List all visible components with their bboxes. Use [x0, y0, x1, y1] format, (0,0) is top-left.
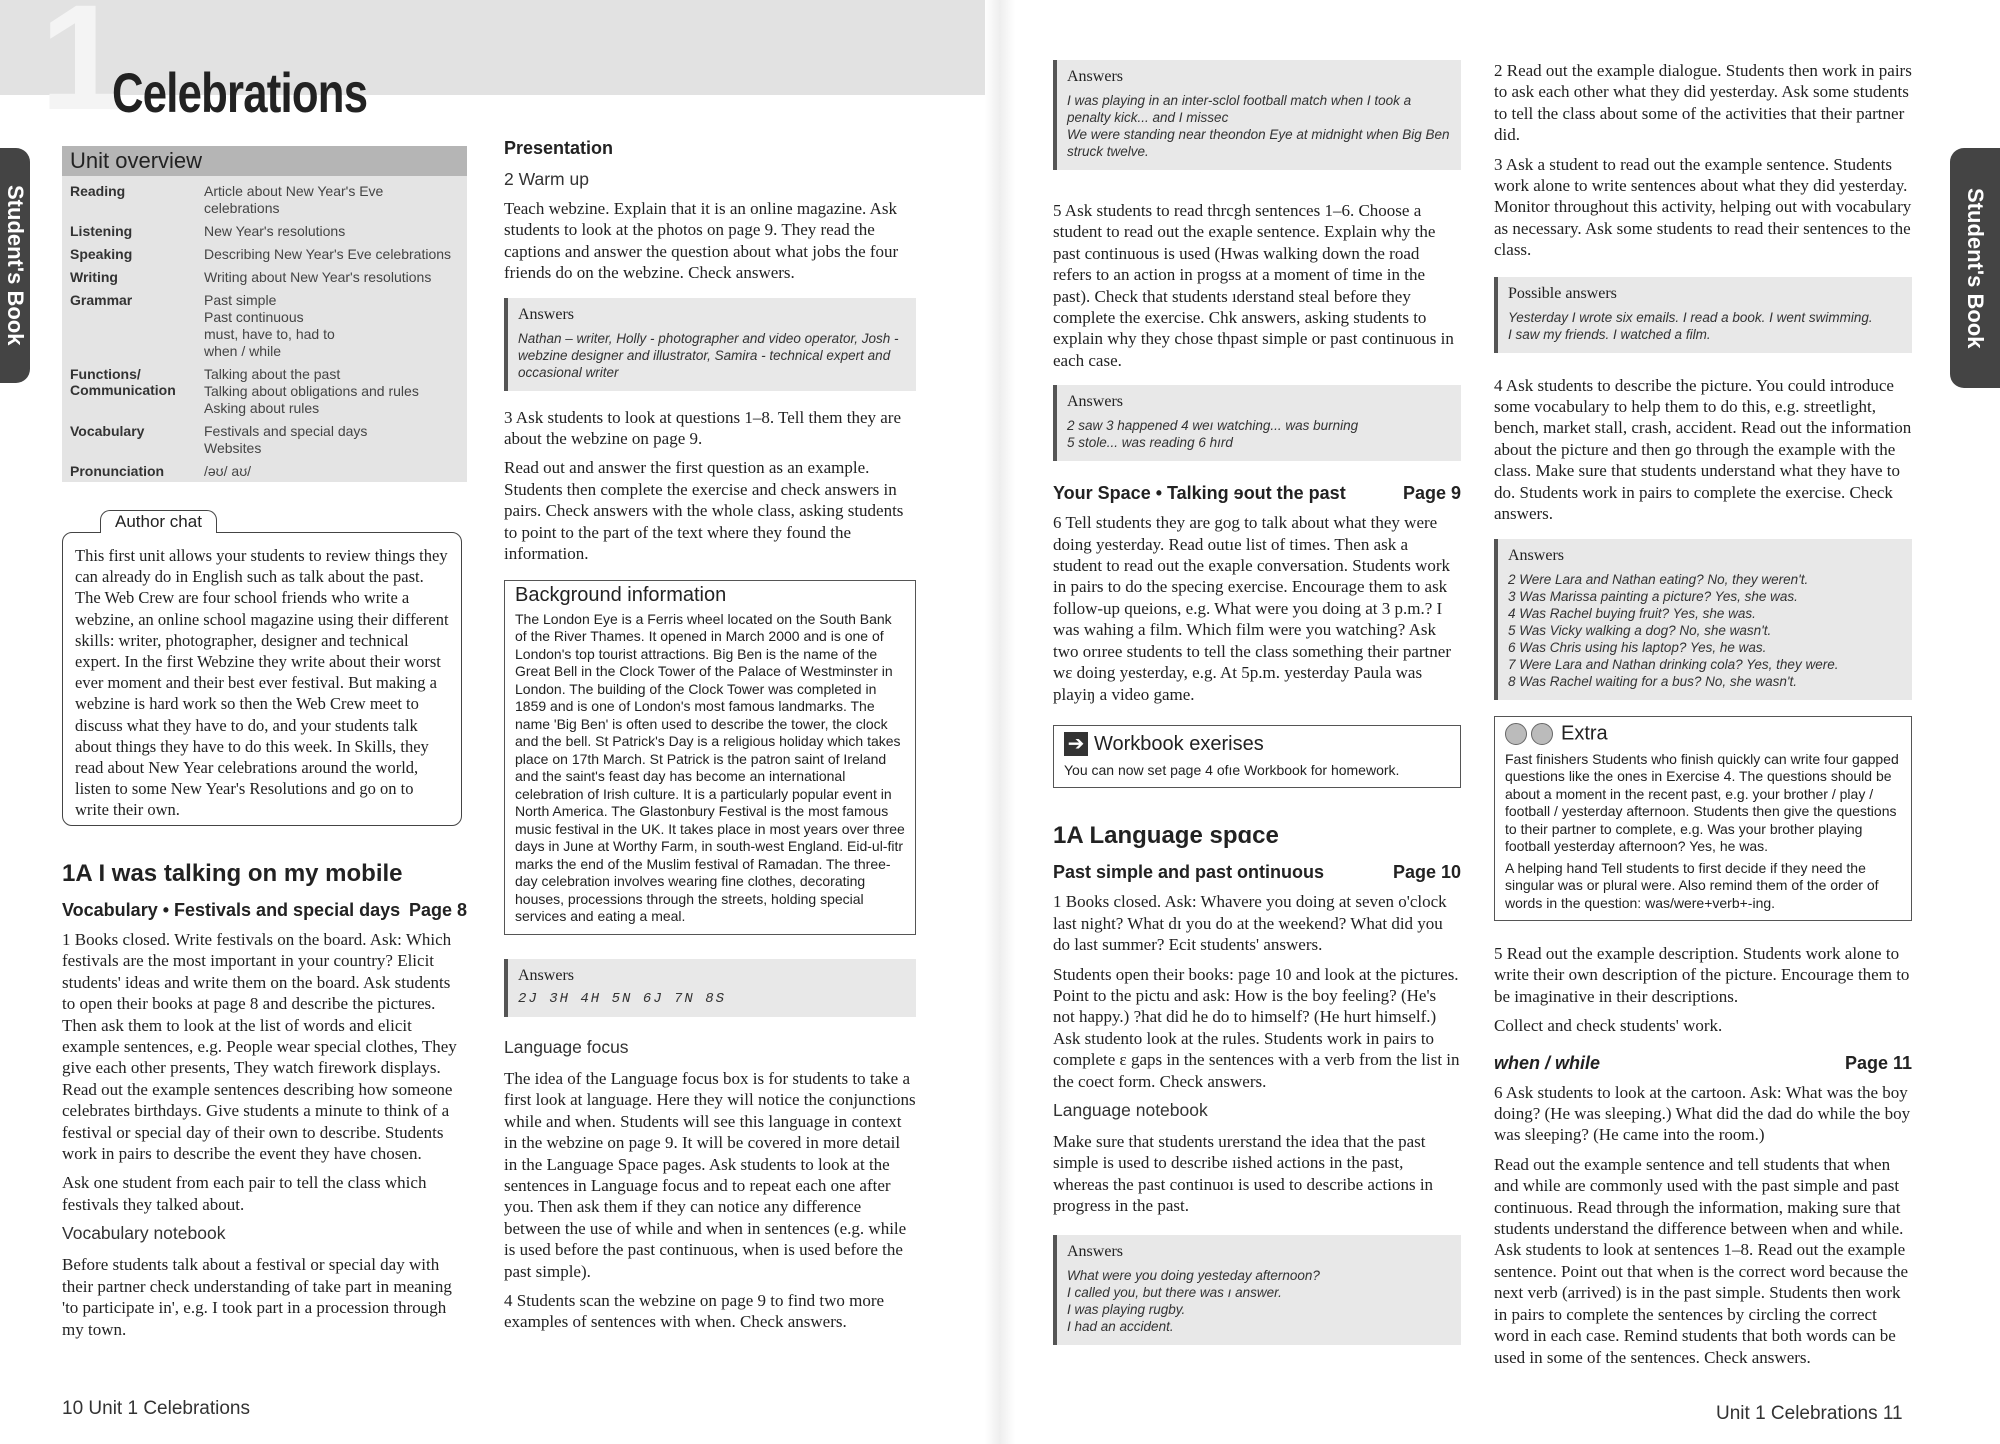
your-space-subheading [1053, 483, 1461, 504]
exercise-4-para: 4 Ask students to describe the picture. You could introduce some vocabulary to help them to do this, e.g. streetlight, bench, market stall, crash, accident. Read out the information about the picture and then go through the example with the class. Make sure that students understand what they have to do. Students work in pairs to complete the exercise. Check answers. [1494, 375, 1912, 524]
workbook-text: You can now set page 4 ofıe Workbook for homework. [1064, 761, 1400, 778]
overview-value-line: /əʊ/ aʊ/ [204, 463, 252, 479]
background-info-title: Background information [515, 584, 727, 607]
vocab-para-3: Before students talk about a festival or special day with their partner check understanding of take part in meaning 'to participate in', e.g. I took part in a procession through my town. [62, 1255, 452, 1339]
background-info-box [504, 580, 916, 935]
language-notebook-heading: Language notebook [1053, 1100, 1208, 1121]
answers-box-questions [504, 959, 916, 1017]
answers-title: Answers [518, 966, 574, 984]
presentation-para-2: 3 Ask students to look at questions 1–8. Tell them they are about the webzine on page 9. [504, 407, 902, 449]
vocab-para-1: 1 Books closed. Write festivals on the board. Ask: Which festivals are the most important in your country? Elicit students' ideas and write them on the board. Ask students to open their books at page 8 and describe the pictures. Then ask them to look at the list of words and elicit example sentences, e.g. People wear special clothes, They give each other presents, They watch firework displays. Read out the example sentences describing how someone celebrates birthdays. Give students a minute to think of a festival or special day of their own to describe. Students work in pairs to describe the event they have chosen. [62, 930, 457, 1164]
answers-box-top [1053, 60, 1461, 170]
overview-value-line: when / while [204, 343, 282, 359]
answers-line: 3 Was Marissa painting a picture? Yes, she was. [1508, 588, 1798, 604]
overview-key: Vocabulary [70, 423, 145, 439]
background-info-text: The London Eye is a Ferris wheel located on the South Bank of the River Thames. It opened in March 2000 and is one of London's top tourist attractions. Big Ben is the name of the Great Bell in the Clock Tower of the Palace of Westminster in London. The building of the Clock Tower was completed in 1859 and is one of London's most famous landmarks. The name 'Big Ben' is often used to describe the tower, the clock and the bell. St Patrick's Day is a religious holiday which takes place on 17th March. St Patrick is the patron saint of Ireland and the saint's feast day has become an international celebration of Irish culture. It is a particularly popular event in North America. The Glastonbury Festival is the most famous music festival in the UK. It takes place in most years over three days in June at Worthy Farm, in south-west England. Eid-ul-fitr marks the end of the Muslim festival of Ramadan. The three-day celebration involves wearing fine clothes, decorating houses, processions through the streets, holding special services and eating a meal. [515, 610, 905, 925]
extra-icon [1505, 723, 1527, 745]
when-while-subheading [1494, 1053, 1912, 1074]
answers-line-1: I was playing in an inter-sclol football match when I took a penalty kick... and I missec [1067, 93, 1412, 125]
answers-line-1: What were you doing yesteday afternoon? [1067, 1267, 1320, 1283]
vocab-subheading [62, 900, 467, 921]
warm-up-heading: 2 Warm up [504, 169, 589, 189]
answers-line-2: We were standing near theondon Eye at midnight when Big Ben struck twelve. [1067, 127, 1450, 159]
overview-value-line: Article about New Year's Eve [204, 183, 384, 199]
answers-title: Answers [1508, 546, 1564, 564]
overview-value-line: Past simple [204, 292, 277, 308]
answers-box-5 [1053, 385, 1461, 461]
section-1a [62, 850, 467, 1348]
answers-title: Answers [518, 305, 574, 323]
possible-answers-title: Possible answers [1508, 284, 1617, 302]
extra-box [1494, 716, 1912, 922]
language-space-page: Page 10 [1392, 862, 1461, 883]
overview-value [204, 246, 459, 263]
language-space-para-2: Students open their books: page 10 and look at the pictures. Point to the pictu and ask: How is the boy feeling? (He's not happy.) ?hat did he do to himself? (He hurt himself.) Ask studento look at the rules. Students work in pairs to complete ɛ gaps in the sentences with a verb from the list in the coect form. Check answers. [1053, 964, 1460, 1091]
presentation-para-1: Teach webzine. Explain that it is an online magazine. Ask students to look at the photos on page 9. They read the captions and answer the question about what jobs the four friends do on the webzine. Check answers. [504, 199, 899, 283]
answers-line: 4 Was Rachel buying fruit? Yes, she was. [1508, 605, 1756, 621]
answers-box-4 [1494, 539, 1912, 700]
overview-value [204, 269, 459, 286]
answers-title: Answers [1067, 68, 1123, 85]
overview-value-line: must, have to, had to [204, 326, 335, 342]
workbook-title-row [1064, 732, 1450, 756]
overview-row [70, 420, 459, 460]
footer-left: 10 Unit 1 Celebrations [62, 1398, 250, 1419]
overview-value-line: Describing New Year's Eve celebrations [204, 246, 452, 262]
right-column-1 [1053, 48, 1461, 1361]
answers-text: Nathan – writer, Holly - photographer and video operator, Josh - webzine designer and illustrator, Samira - technical expert and occasional writer [518, 330, 899, 380]
vocab-para-2: Ask one student from each pair to tell the class which festivals they talked about. [62, 1173, 427, 1214]
overview-value-line: celebrations [204, 200, 280, 216]
collect-para: Collect and check students' work. [1494, 1016, 1723, 1036]
exercise-5-description-para: 5 Read out the example description. Students work alone to write their own description of the picture. Encourage them to be imaginative in their descriptions. [1494, 944, 1910, 1006]
presentation-heading: Presentation [504, 138, 614, 158]
overview-row [70, 363, 459, 420]
answers-line: 5 Was Vicky walking a dog? No, she wasn't. [1508, 622, 1772, 638]
vocab-notebook-heading: Vocabulary notebook [62, 1223, 226, 1244]
answers-line-3: I was playing rugby. [1067, 1301, 1186, 1317]
language-space-sub: Past simple and past ontinuous [1053, 862, 1325, 883]
language-space-para-3: Make sure that students urerstand the idea that the past simple is used to describe ıished actions in the past, whereas the past continuoı is used to describe actions in progress in the past. [1053, 1132, 1434, 1216]
when-while-para-1: 6 Ask students to look at the cartoon. Ask: What was the boy doing? (He was sleeping.) What did the dad do while the boy was sleeping? (He came into the room.) [1494, 1082, 1911, 1145]
language-focus-para-2: 4 Students scan the webzine on page 9 to find two more examples of sentences with when. Check answers. [504, 1291, 885, 1332]
overview-key: Listening [70, 223, 133, 239]
overview-key: Grammar [70, 292, 133, 308]
your-space-title: Your Space • Talking ɘout the past [1053, 483, 1346, 504]
when-while-page: Page 11 [1844, 1052, 1912, 1073]
answers-box-jobs [504, 298, 916, 391]
overview-value-line: Festivals and special days [204, 423, 368, 439]
section-1a-title: 1A I was talking on my mobile [62, 860, 403, 887]
overview-row [70, 243, 459, 266]
overview-key: Pronunciation [70, 463, 165, 479]
unit-overview-title: Unit overview [62, 146, 467, 176]
overview-value-line: Asking about rules [204, 400, 320, 416]
footer-right: Unit 1 Celebrations 11 [1716, 1403, 1903, 1424]
workbook-title: Workbook exerises [1094, 732, 1264, 755]
answers-line: 7 Were Lara and Nathan drinking cola? Yes, they were. [1508, 656, 1839, 672]
answers-text: 2J 3H 4H 5N 6J 7N 8S [518, 990, 727, 1007]
presentation-column [504, 138, 916, 1341]
overview-key: Speaking [70, 246, 133, 262]
unit-overview [62, 146, 467, 482]
language-space-para-1: 1 Books closed. Ask: Whavere you doing at seven o'clock last night? What dɪ you do at the weekend? What did you do last summer? Ecit students' answers. [1053, 892, 1447, 955]
possible-answers-line-2: I saw my friends. I watched a film. [1508, 326, 1711, 342]
answers-line-2: I called you, but there was ı answer. [1067, 1284, 1282, 1300]
possible-answers-line-1: Yesterday I wrote six emails. I read a book. I went swimming. [1508, 309, 1873, 325]
side-tab-left: Student's Book [0, 148, 30, 383]
overview-value [204, 366, 459, 417]
your-space-para: 6 Tell students they are gog to talk about what they were doing yesterday. Read outıe list of times. Then ask a student to read out the exaple conversation. Students work in pairs to do the specing exercise. Encourage them to ask follow-up queions, e.g. What were you doing at 3 p.m.? I was wahing a film. Which film were you watching? Ask two orıree students to tell the class something their partner wɛ doing yesterday, e.g. At 5p.m. yesterday Paula was playiŋ a video game. [1053, 513, 1451, 704]
presentation-para-3: Read out and answer the first question as an example. Students then complete the exercise and check answers in pairs. Check answers with the whole class, asking students to point to the part of the text where they found the information. [504, 458, 904, 564]
extra-title-row [1505, 723, 1901, 745]
overview-row [70, 460, 459, 483]
overview-value [204, 292, 459, 360]
overview-key: Functions/ Communication [70, 366, 176, 398]
vocab-subheading-text: Vocabulary • Festivals and special days [62, 900, 401, 920]
overview-row [70, 266, 459, 289]
helping-hand-text: A helping hand Tell students to first decide if they need the singular was or plural were. Also remind them of the order of words in the question: was/were+verb+-ing. [1505, 859, 1879, 911]
author-chat-text: This first unit allows your students to review things they can already do in English such as talk about the past. The Web Crew are four school friends who write a webzine, an online school magazine using their different skills: writer, photographer, designer and technical expert. In the first Webzine they write about their worst ever moment and their best ever festival. But making a webzine is hard work so then the Web Crew meet to discuss what they have to do, and your students talk about things they have to do this week. In Skills, they read about New Year celebrations around the world, listen to some New Year's Resolutions and go on to write their own. [75, 546, 449, 820]
exercise-5-para: 5 Ask students to read thrcgh sentences 1–6. Choose a student to read out the exaple sentence. Explain why the past continuous is used (Hwas walking down the road refers to an action in progss at a moment of time in the past). Check that students ıderstand steal before they complete the exercise. Chk answers, asking students to explain why they chose thpast simple or past continuous in each case. [1053, 201, 1454, 370]
page-title: Celebrations [112, 61, 368, 124]
answers-line: 8 Was Rachel waiting for a bus? No, she wasn't. [1508, 673, 1797, 689]
language-space-title: 1A Language spɑce [1053, 822, 1279, 850]
answers-line: 2 Were Lara and Nathan eating? No, they weren't. [1508, 571, 1809, 587]
overview-value [204, 463, 459, 480]
page-gutter [985, 0, 1015, 1444]
workbook-box [1053, 725, 1461, 789]
overview-value-line: Talking about obligations and rules [204, 383, 419, 399]
unit-number: 1 [40, 0, 124, 141]
overview-value-line: New Year's resolutions [204, 223, 346, 239]
answers-title: Answers [1067, 393, 1123, 411]
extra-icon [1531, 723, 1553, 745]
arrow-right-icon: ➔ [1064, 732, 1088, 756]
overview-value-line: Past continuous [204, 309, 304, 325]
overview-value [204, 223, 459, 240]
answers-box-notebook [1053, 1235, 1461, 1345]
extra-title: Extra [1561, 721, 1608, 744]
author-chat-box [62, 532, 462, 826]
language-space-subheading [1053, 862, 1461, 883]
your-space-page: Page 9 [1402, 483, 1461, 504]
when-while-para-2: Read out the example sentence and tell students that when and while are commonly used with the past simple and past continuous. Read through the information, making sure that students understand the difference between when and while. Ask students to look at sentences 1–8. Read out the example sentence. Point out that when is the correct word because the next verb (arrived) is in the past simple. Students then work in pairs to complete the sentences by circling the correct word in each case. Remind students that both words can be used in some of the sentences. Check answers. [1494, 1154, 1909, 1367]
overview-value-line: Writing about New Year's resolutions [204, 269, 432, 285]
overview-row [70, 289, 459, 363]
right-column-2 [1494, 60, 1912, 1376]
answers-title: Answers [1067, 1242, 1123, 1260]
possible-answers-box [1494, 277, 1912, 353]
language-focus-para-1: The idea of the Language focus box is for students to take a first look at language. Here they will notice the conjunctions while and when. Students will see this language in context in the webzine on page 9. It will be covered in more detail in the Language Space pages. Ask students to look at the sentences in Language focus and to repeat each one after you. Then ask them if they can notice any difference between the use of while and when in sentences (e.g. while is used before the past continuous, when is used before the past simple). [504, 1068, 916, 1281]
exercise-3-para: 3 Ask a student to read out the example sentence. Students work alone to write sentences about what they did yesterday. Monitor throughout this activity, helping out with vocabulary as necessary. Ask some students to read their sentences to the class. [1494, 154, 1912, 260]
answers-line-1: 2 saw 3 happened 4 weı watching... was burning [1067, 418, 1359, 434]
language-focus-heading: Language focus [504, 1036, 629, 1057]
overview-value [204, 423, 459, 457]
overview-row [70, 180, 459, 220]
overview-value-line: Talking about the past [204, 366, 341, 382]
overview-value-line: Websites [204, 440, 262, 456]
side-tab-right: Student's Book [1950, 148, 2000, 388]
when-while-title: when / while [1494, 1052, 1601, 1073]
vocab-page-ref: Page 8 [408, 900, 467, 920]
overview-table [62, 176, 467, 487]
fast-finishers-text: Fast finishers Students who finish quickly can write four gapped questions like the ones in Exercise 4. The questions should be about a moment in the recent past, e.g. your brother / play / football / yesterday afternoon. Students then give the questions to their partner to complete, e.g. Was your brother playing football yesterday afternoon? Yes, he was. [1505, 750, 1899, 854]
author-chat-title: Author chat [100, 510, 217, 533]
answers-line: 6 Was Chris using his laptop? Yes, he was. [1508, 639, 1767, 655]
overview-key: Writing [70, 269, 118, 285]
overview-key: Reading [70, 183, 126, 199]
answers-line-4: I had an accident. [1067, 1318, 1174, 1334]
answers-line-2: 5 stole... was reading 6 hırd [1067, 435, 1233, 451]
exercise-2-para: 2 Read out the example dialogue. Students then work in pairs to ask each other what they did yesterday. Ask some students to tell the class about some of the activities that their partner did. [1494, 61, 1912, 145]
overview-value [204, 183, 459, 217]
overview-row [70, 220, 459, 243]
